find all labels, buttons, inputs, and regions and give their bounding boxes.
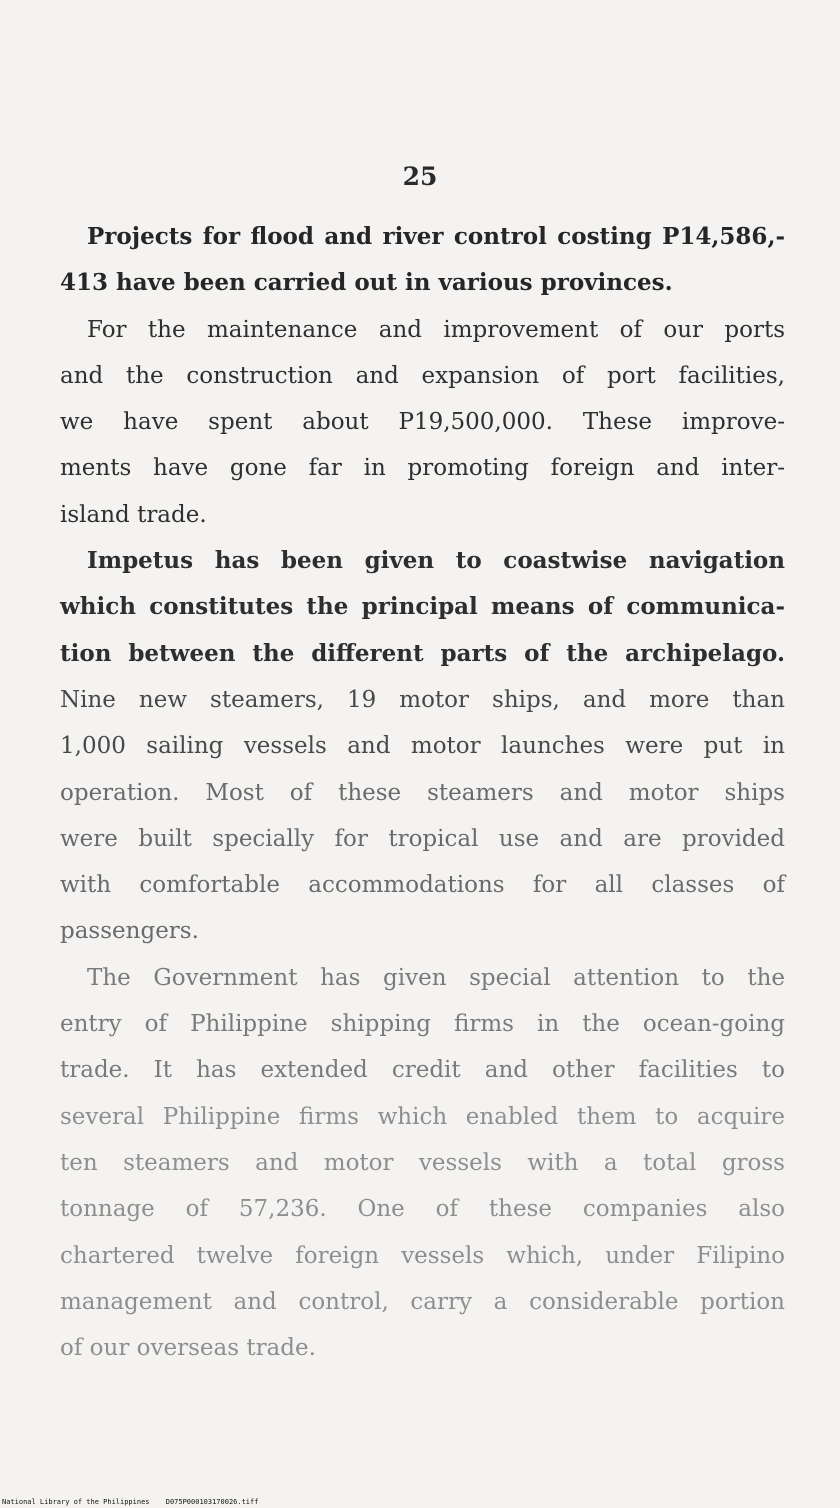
- text-line: passengers.: [60, 918, 199, 945]
- scan-footer: [2, 1498, 258, 1506]
- text-line: entry of Philippine shipping firms in the ocean-going: [60, 1011, 785, 1038]
- paragraph-shipping-firms: [60, 955, 785, 1372]
- text-line: 413 have been carried out in various provinces.: [60, 269, 673, 297]
- text-line: with comfortable accommodations for all classes of: [60, 872, 785, 899]
- text-line: of our overseas trade.: [60, 1335, 316, 1362]
- page-number: 25: [402, 162, 438, 191]
- text-line: and the construction and expansion of port facilities,: [60, 362, 785, 389]
- text-line: ments have gone far in promoting foreign and inter-: [60, 455, 785, 482]
- text-line: Nine new steamers, 19 motor ships, and more than: [60, 686, 785, 713]
- text-line: 1,000 sailing vessels and motor launches were put in: [60, 733, 785, 760]
- file-name: D075P000103170026.tiff: [165, 1498, 259, 1506]
- text-line: Impetus has been given to coastwise navigation: [87, 547, 785, 575]
- text-line: tonnage of 57,236. One of these companies also: [60, 1196, 785, 1223]
- text-line: For the maintenance and improvement of our ports: [87, 316, 785, 343]
- text-line: operation. Most of these steamers and motor ships: [60, 779, 785, 806]
- paragraph-ports: [60, 307, 785, 538]
- library-credit: National Library of the Philippines: [2, 1498, 150, 1506]
- text-line: we have spent about P19,500,000. These improve-: [60, 409, 785, 436]
- paragraph-flood-control: [60, 214, 785, 307]
- text-line: several Philippine firms which enabled them to acquire: [60, 1103, 785, 1130]
- text-line: ten steamers and motor vessels with a total gross: [60, 1149, 785, 1176]
- text-line: management and control, carry a considerable portion: [60, 1288, 785, 1315]
- text-line: trade. It has extended credit and other facilities to: [60, 1057, 785, 1084]
- text-line: Projects for flood and river control costing P14,586,-: [87, 223, 785, 250]
- text-line: chartered twelve foreign vessels which, under Filipino: [60, 1242, 785, 1269]
- text-line: were built specially for tropical use and are provided: [60, 825, 785, 852]
- text-line: which constitutes the principal means of communica-: [60, 593, 785, 621]
- body-text: [60, 214, 785, 1371]
- text-line: tion between the different parts of the archipelago.: [60, 639, 785, 667]
- text-line: island trade.: [60, 501, 207, 528]
- text-line: The Government has given special attention to the: [87, 964, 785, 991]
- paragraph-coastwise-navigation: [60, 538, 785, 955]
